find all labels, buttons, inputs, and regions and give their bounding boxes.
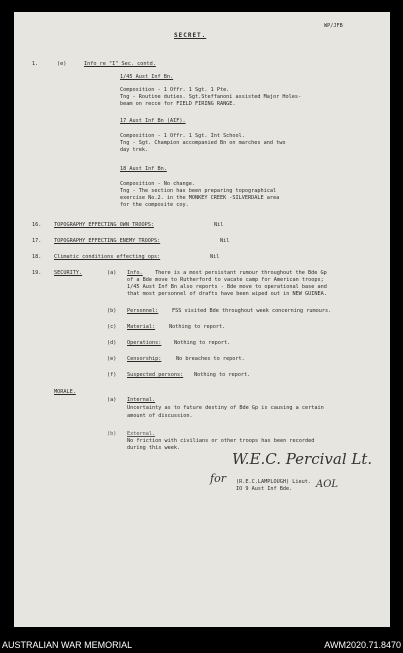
text-line: Nothing to report.	[174, 340, 231, 346]
text-line: amount of discussion.	[127, 413, 193, 419]
text-line: of a Bde move to Rutherford to vacate camp for American troops;	[127, 277, 324, 283]
sub-letter: (a)	[107, 397, 117, 403]
item-label: Climatic conditions effecting ops:	[54, 254, 161, 260]
sub-letter: (b)	[107, 308, 117, 314]
sub-title: Suspected persons:	[127, 372, 184, 378]
sub-letter: (b)	[107, 431, 117, 437]
text-line: Composition - 1 Offr. 1 Sgt. 1 Pte.	[120, 87, 230, 93]
text-line: Uncertainty as to future destiny of Bde Gp is causing a certain	[127, 405, 324, 411]
text-line: day trek.	[120, 147, 149, 153]
text-line: Tng - Sgt. Champion accompanied Bn on marches and two	[120, 140, 286, 146]
text-line: during this week.	[127, 445, 181, 451]
handwritten-for-mark: for	[210, 472, 226, 485]
item-label: TOPOGRAPHY EFFECTING ENEMY TROOPS:	[54, 238, 161, 244]
text-line: Composition - No change.	[120, 181, 195, 187]
sub-letter: (c)	[107, 324, 117, 330]
classification-heading: SECRET.	[174, 32, 207, 39]
item-label: SECURITY.	[54, 270, 83, 276]
text-line: No friction with civilians or other troops has been recorded	[127, 438, 315, 444]
item-number: 16.	[32, 222, 42, 228]
item-value: Nil	[210, 254, 220, 260]
footer-accession-number: AWM2020.71.8470	[324, 640, 401, 650]
signatory-unit: IO 9 Aust Inf Bde.	[236, 486, 293, 492]
sub-title: External.	[127, 431, 156, 437]
document-page	[14, 12, 390, 627]
signatory-name: (R.E.C.LAMPLOUGH) Lieut.	[236, 479, 311, 485]
section-label: MORALE.	[54, 389, 76, 395]
item-title: Info re "I" Sec. contd.	[84, 61, 156, 67]
text-line: No breaches to report.	[176, 356, 245, 362]
item-number: 1.	[32, 61, 39, 67]
text-line: beam on recce for FIELD FIRING RANGE.	[120, 101, 236, 107]
text-line: 1/45 Aust Inf Bn also reports - Bde move to operational base and	[127, 284, 327, 290]
text-line: Nothing to report.	[169, 324, 226, 330]
item-sub-letter: (e)	[57, 61, 67, 67]
sub-title: Internal.	[127, 397, 156, 403]
sub-title: Personnel:	[127, 308, 159, 314]
text-line: There is a most persistant rumour throughout the Bde Gp	[155, 270, 327, 276]
text-line: Tng - The section has been preparing topographical	[120, 188, 277, 194]
item-value: Nil	[220, 238, 230, 244]
text-line: Nothing to report.	[194, 372, 251, 378]
battalion-title: 17 Aust Inf Bn (AIF).	[120, 118, 186, 124]
footer-institution: AUSTRALIAN WAR MEMORIAL	[2, 640, 133, 650]
sub-title: Operations:	[127, 340, 162, 346]
text-line: exercise No.2. in the MONKEY CREEK -SILVERDALE area	[120, 195, 280, 201]
text-line: for the composite coy.	[120, 202, 189, 208]
text-line: FSS visited Bde throughout week concerning rumours.	[172, 308, 332, 314]
item-label: TOPOGRAPHY EFFECTING OWN TROOPS:	[54, 222, 154, 228]
battalion-title: 1/45 Aust Inf Bn.	[120, 74, 174, 80]
footer-bar	[0, 639, 403, 653]
item-number: 17.	[32, 238, 42, 244]
handwritten-signature: W.E.C. Percival Lt.	[232, 450, 373, 468]
text-line: Composition - 1 Offr. 1 Sgt. Int School.	[120, 133, 245, 139]
reference-code: WP/JFB	[324, 23, 343, 29]
sub-title: Material:	[127, 324, 156, 330]
handwritten-initials: AOL	[316, 479, 339, 490]
sub-letter: (d)	[107, 340, 117, 346]
sub-letter: (e)	[107, 356, 117, 362]
text-line: that most personnel of drafts have been wiped out in NEW GUINEA.	[127, 291, 327, 297]
item-number: 18.	[32, 254, 42, 260]
sub-letter: (a)	[107, 270, 117, 276]
item-number: 19.	[32, 270, 42, 276]
text-line: Tng - Routine duties. Sgt.Steffanoni assisted Major Holes-	[120, 94, 302, 100]
item-value: Nil	[214, 222, 224, 228]
battalion-title: 18 Aust Inf Bn.	[120, 166, 167, 172]
sub-title: Info.	[127, 270, 143, 276]
sub-letter: (f)	[107, 372, 117, 378]
sub-title: Censorship:	[127, 356, 162, 362]
